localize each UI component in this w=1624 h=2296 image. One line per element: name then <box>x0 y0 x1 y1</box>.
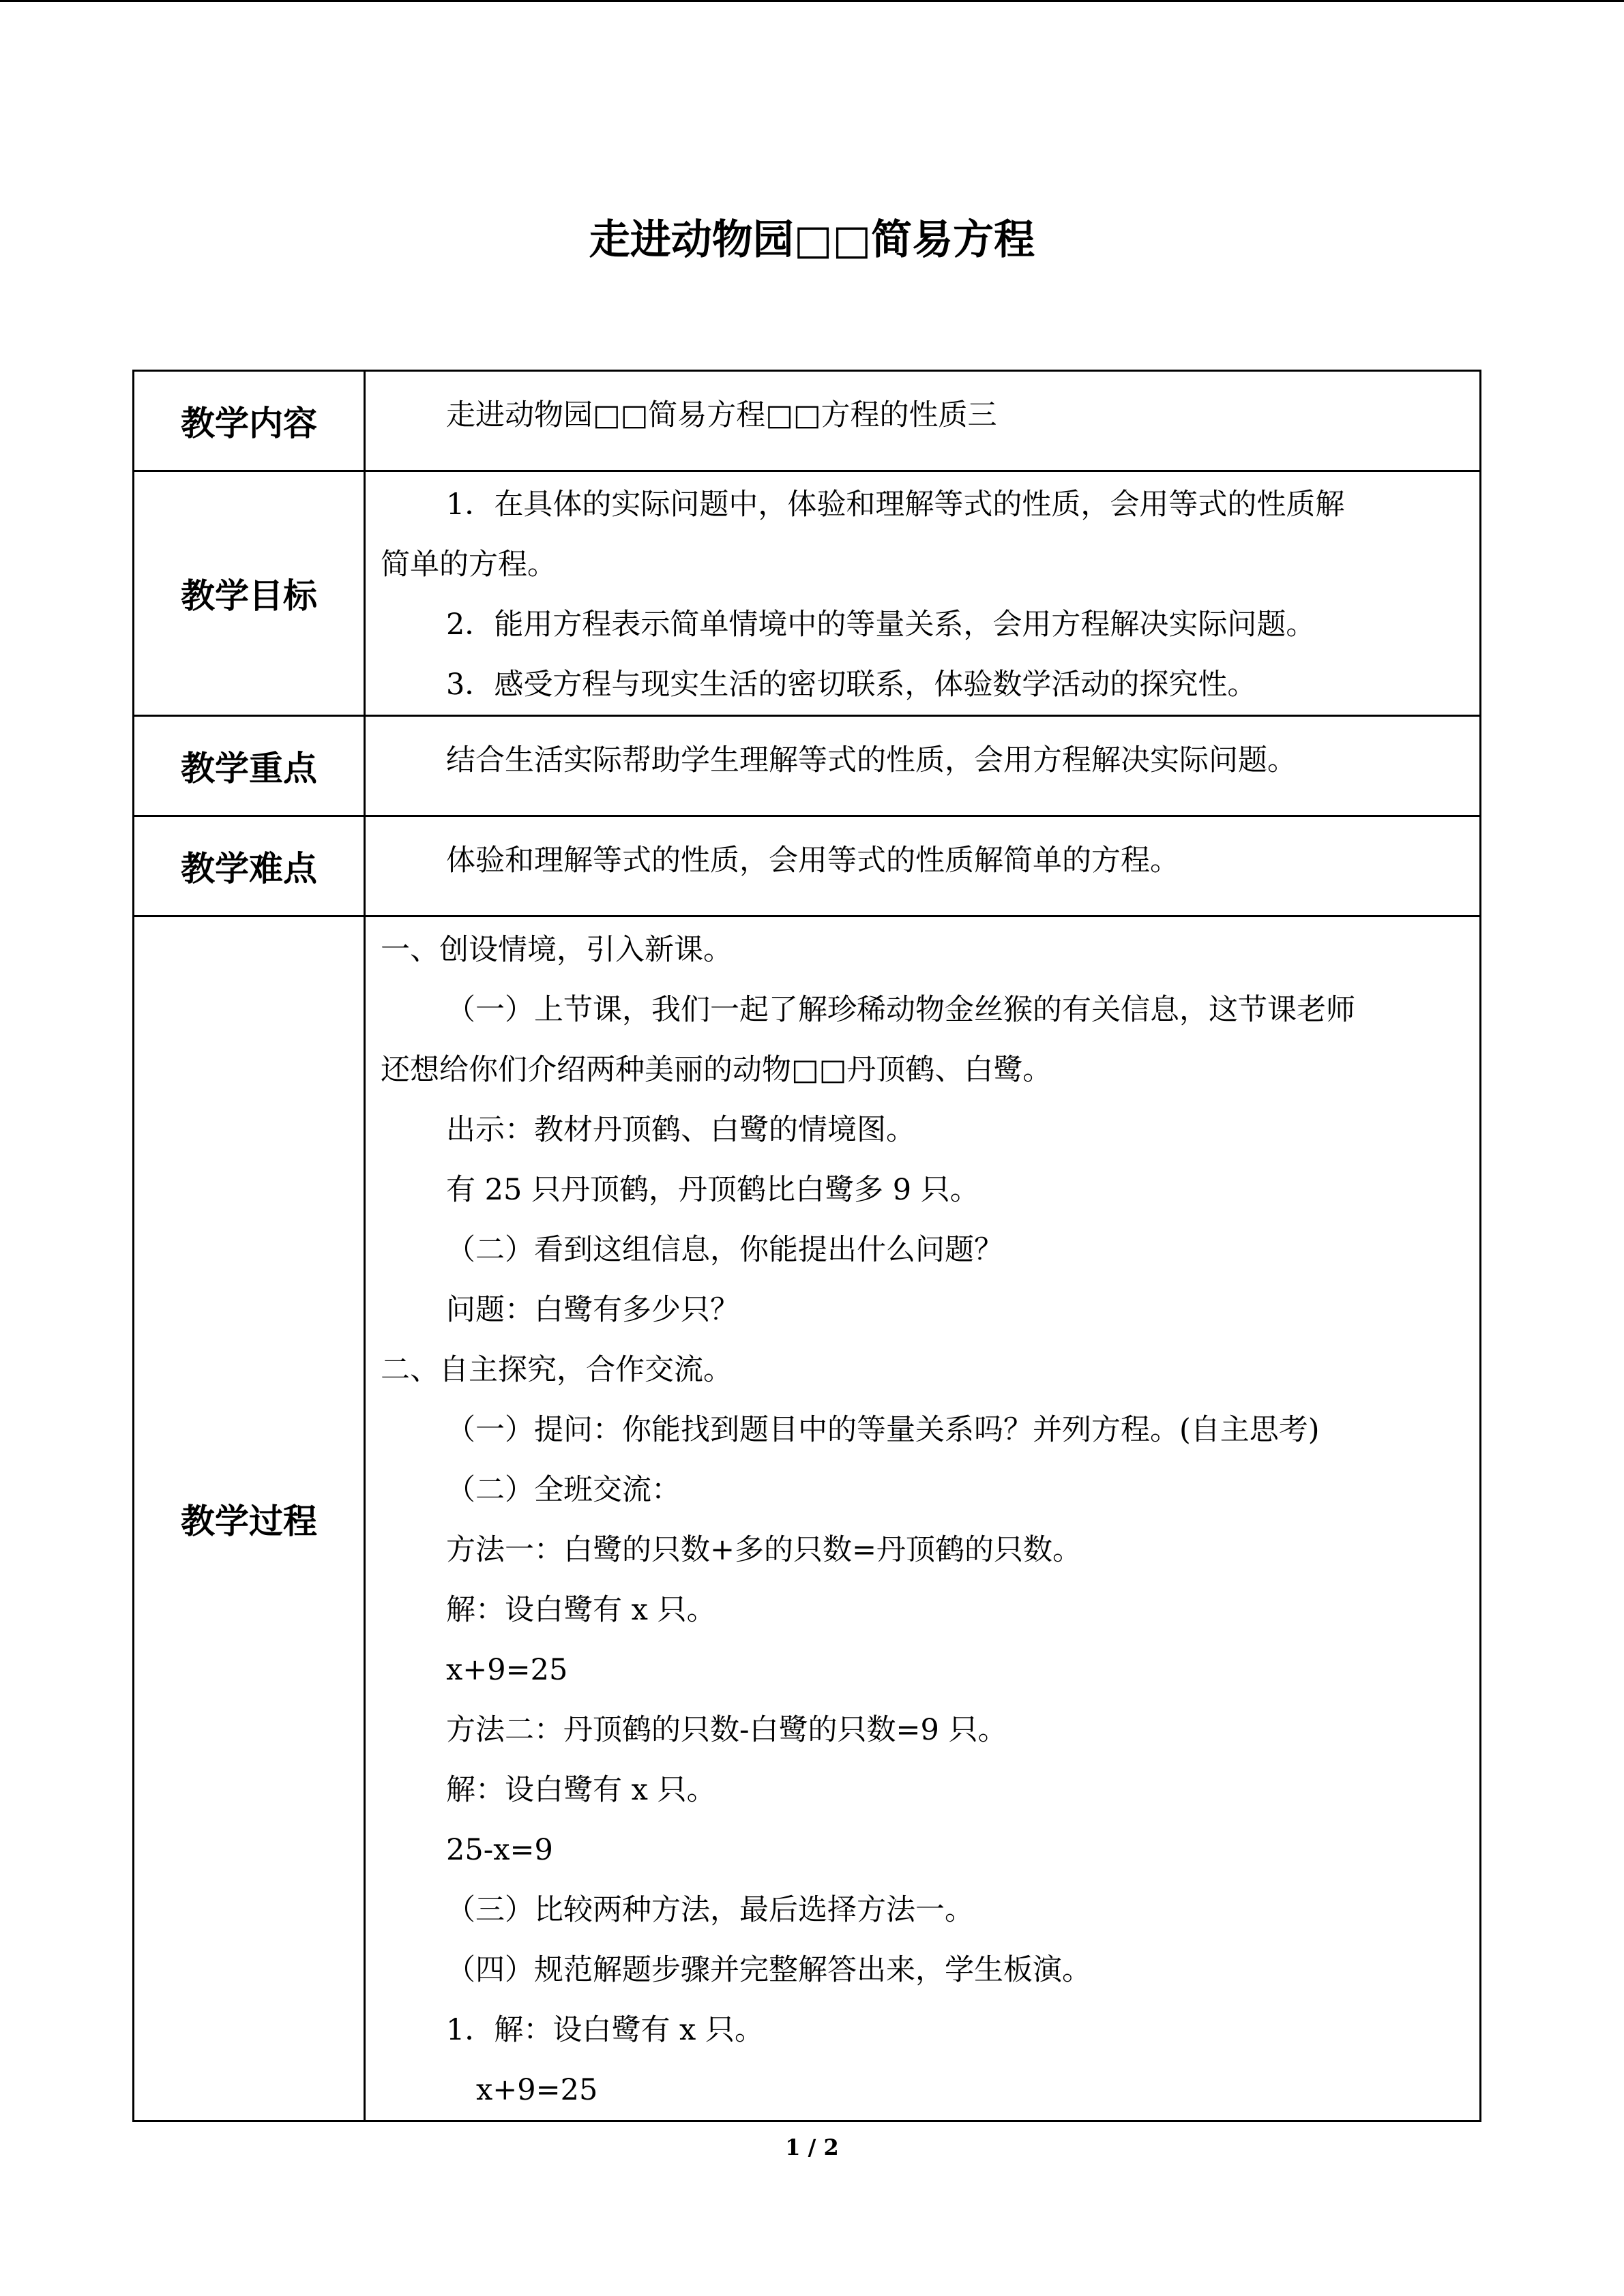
table-row-key-points <box>134 716 1481 816</box>
process-line: 一、创设情境，引入新课。 <box>381 933 733 967</box>
row-content-key-points <box>365 716 1481 816</box>
process-line: 二、自主探究，合作交流。 <box>381 1353 733 1387</box>
table-row-objectives <box>134 471 1481 716</box>
process-line: 还想给你们介绍两种美丽的动物□□丹顶鹤、白鹭。 <box>381 1053 1052 1087</box>
objective-line: 简单的方程。 <box>381 548 557 582</box>
top-border-line <box>0 0 1624 2</box>
process-line: （二）全班交流： <box>446 1473 681 1507</box>
process-line: 方法一：白鹭的只数+多的只数=丹顶鹤的只数。 <box>446 1533 1082 1567</box>
process-line: 解：设白鹭有 x 只。 <box>446 1593 716 1627</box>
row-content-process <box>365 916 1481 2121</box>
lesson-plan-table <box>132 370 1481 2122</box>
process-line: x+9=25 <box>446 1653 568 1687</box>
page-title: 走进动物园□□简易方程 <box>589 216 1035 264</box>
process-line: （一）提问：你能找到题目中的等量关系吗？并列方程。(自主思考) <box>446 1413 1320 1447</box>
difficulty-line: 体验和理解等式的性质，会用等式的性质解简单的方程。 <box>446 844 1179 878</box>
table-row-process <box>134 916 1481 2121</box>
process-line: 问题：白鹭有多少只？ <box>446 1293 739 1327</box>
process-line: 出示：教材丹顶鹤、白鹭的情境图。 <box>446 1113 915 1147</box>
key-point-line: 结合生活实际帮助学生理解等式的性质，会用方程解决实际问题。 <box>446 743 1297 777</box>
process-line: 1．解：设白鹭有 x 只。 <box>446 2013 764 2047</box>
row-label-content: 教学内容 <box>134 371 365 471</box>
row-label-key-points: 教学重点 <box>134 716 365 816</box>
row-content-objectives <box>365 471 1481 716</box>
page-number: 1 / 2 <box>785 2134 839 2160</box>
table-row-difficulties <box>134 816 1481 916</box>
process-line: （二）看到这组信息，你能提出什么问题？ <box>446 1233 1003 1267</box>
process-line: 方法二：丹顶鹤的只数-白鹭的只数=9 只。 <box>446 1713 1007 1747</box>
objective-line: 3．感受方程与现实生活的密切联系，体验数学活动的探究性。 <box>446 668 1257 702</box>
objective-line: 1．在具体的实际问题中，体验和理解等式的性质，会用等式的性质解 <box>446 488 1345 522</box>
row-label-process: 教学过程 <box>134 916 365 2121</box>
process-line: x+9=25 <box>476 2073 598 2107</box>
process-line: 有 25 只丹顶鹤，丹顶鹤比白鹭多 9 只。 <box>446 1173 979 1207</box>
process-line: （四）规范解题步骤并完整解答出来，学生板演。 <box>446 1953 1091 1987</box>
process-line: 25-x=9 <box>446 1833 553 1867</box>
process-line: （三）比较两种方法，最后选择方法一。 <box>446 1893 974 1927</box>
row-label-objectives: 教学目标 <box>134 471 365 716</box>
content-line: 走进动物园□□简易方程□□方程的性质三 <box>446 398 997 432</box>
objective-line: 2．能用方程表示简单情境中的等量关系，会用方程解决实际问题。 <box>446 608 1316 642</box>
row-content-content <box>365 371 1481 471</box>
row-content-difficulties <box>365 816 1481 916</box>
row-label-difficulties: 教学难点 <box>134 816 365 916</box>
process-line: 解：设白鹭有 x 只。 <box>446 1773 716 1807</box>
process-line: （一）上节课，我们一起了解珍稀动物金丝猴的有关信息，这节课老师 <box>446 993 1355 1027</box>
table-row-content <box>134 371 1481 471</box>
